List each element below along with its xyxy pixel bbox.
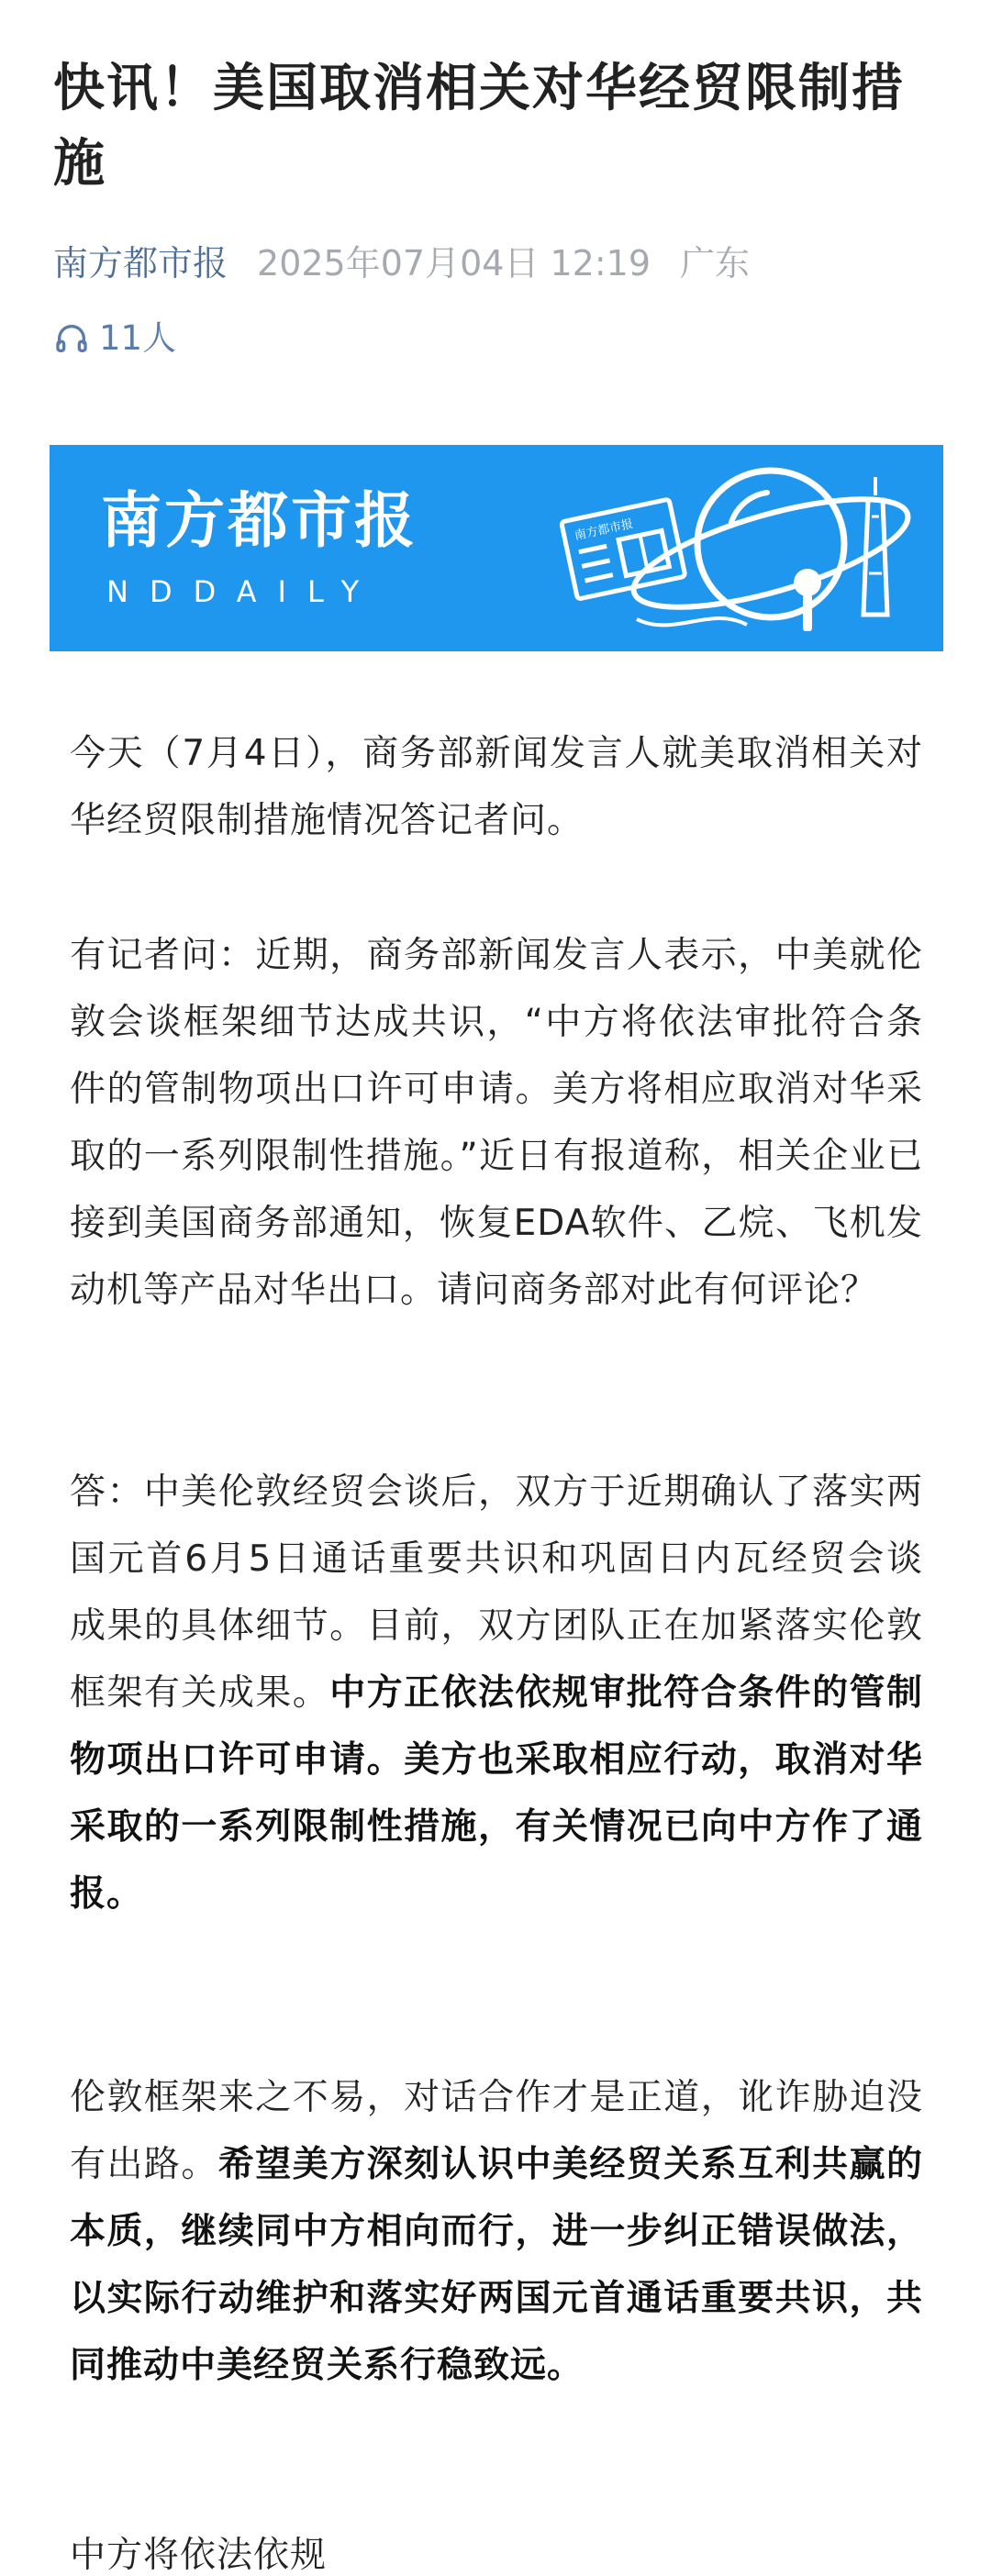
article-meta	[53, 240, 750, 286]
publisher-banner	[50, 445, 943, 651]
publish-datetime: 2025年07月04日 12:19	[257, 243, 651, 283]
banner-logo-cn: 南方都市报	[101, 485, 418, 556]
truncated-next-line	[70, 2525, 923, 2576]
article-paragraph-4	[70, 2064, 923, 2399]
headphones-icon	[53, 320, 90, 357]
article-paragraph-3	[70, 1459, 923, 1927]
tower-icon	[863, 477, 887, 615]
listen-count-label: 11人	[99, 318, 177, 358]
truncated-line-text: 中方将依法依规	[70, 2535, 328, 2576]
article-title: 快讯！美国取消相关对华经贸限制措施	[53, 59, 905, 194]
banner-artwork	[50, 445, 943, 651]
paragraph-3-text: 答：中美伦敦经贸会谈后，双方于近期确认了落实两国元首6月5日通话重要共识和巩固日内瓦经贸会谈成果的具体细节。目前，双方团队正在加紧落实伦敦框架有关成果。	[70, 1471, 923, 1714]
newspaper-icon	[562, 499, 685, 599]
paragraph-3-emphasis: 中方正依法依规审批符合条件的管制物项出口许可申请。美方也采取相应行动，取消对华采取的一系列限制性措施，有关情况已向中方作了通报。	[70, 1672, 923, 1915]
source-link[interactable]: 南方都市报	[53, 243, 228, 283]
newspaper-label: 南方都市报	[573, 516, 635, 544]
paragraph-4-text: 伦敦框架来之不易，对话合作才是正道，讹诈胁迫没有出路。	[70, 2077, 923, 2185]
article-paragraph-1: 今天（7月4日），商务部新闻发言人就美取消相关对华经贸限制措施情况答记者问。	[70, 733, 923, 841]
publish-region: 广东	[680, 243, 751, 283]
paragraph-4-emphasis: 希望美方深刻认识中美经贸关系互利共赢的本质，继续同中方相向而行，进一步纠正错误做法，以实际行动维护和落实好两国元首通话重要共识，共同推动中美经贸关系行稳致远。	[70, 2144, 923, 2386]
banner-logo-en: NDDAILY	[106, 574, 381, 609]
article-paragraph-2: 有记者问：近期，商务部新闻发言人表示，中美就伦敦会谈框架细节达成共识，“中方将依法审批符合条件的管制物项出口许可申请。美方将相应取消对华采取的一系列限制性措施。”近日有报道称，相关企业已接到美国商务部通知，恢复EDA软件、乙烷、飞机发动机等产品对华出口。请问商务部对此有何评论？	[70, 935, 923, 1311]
listen-count[interactable]	[53, 316, 176, 361]
